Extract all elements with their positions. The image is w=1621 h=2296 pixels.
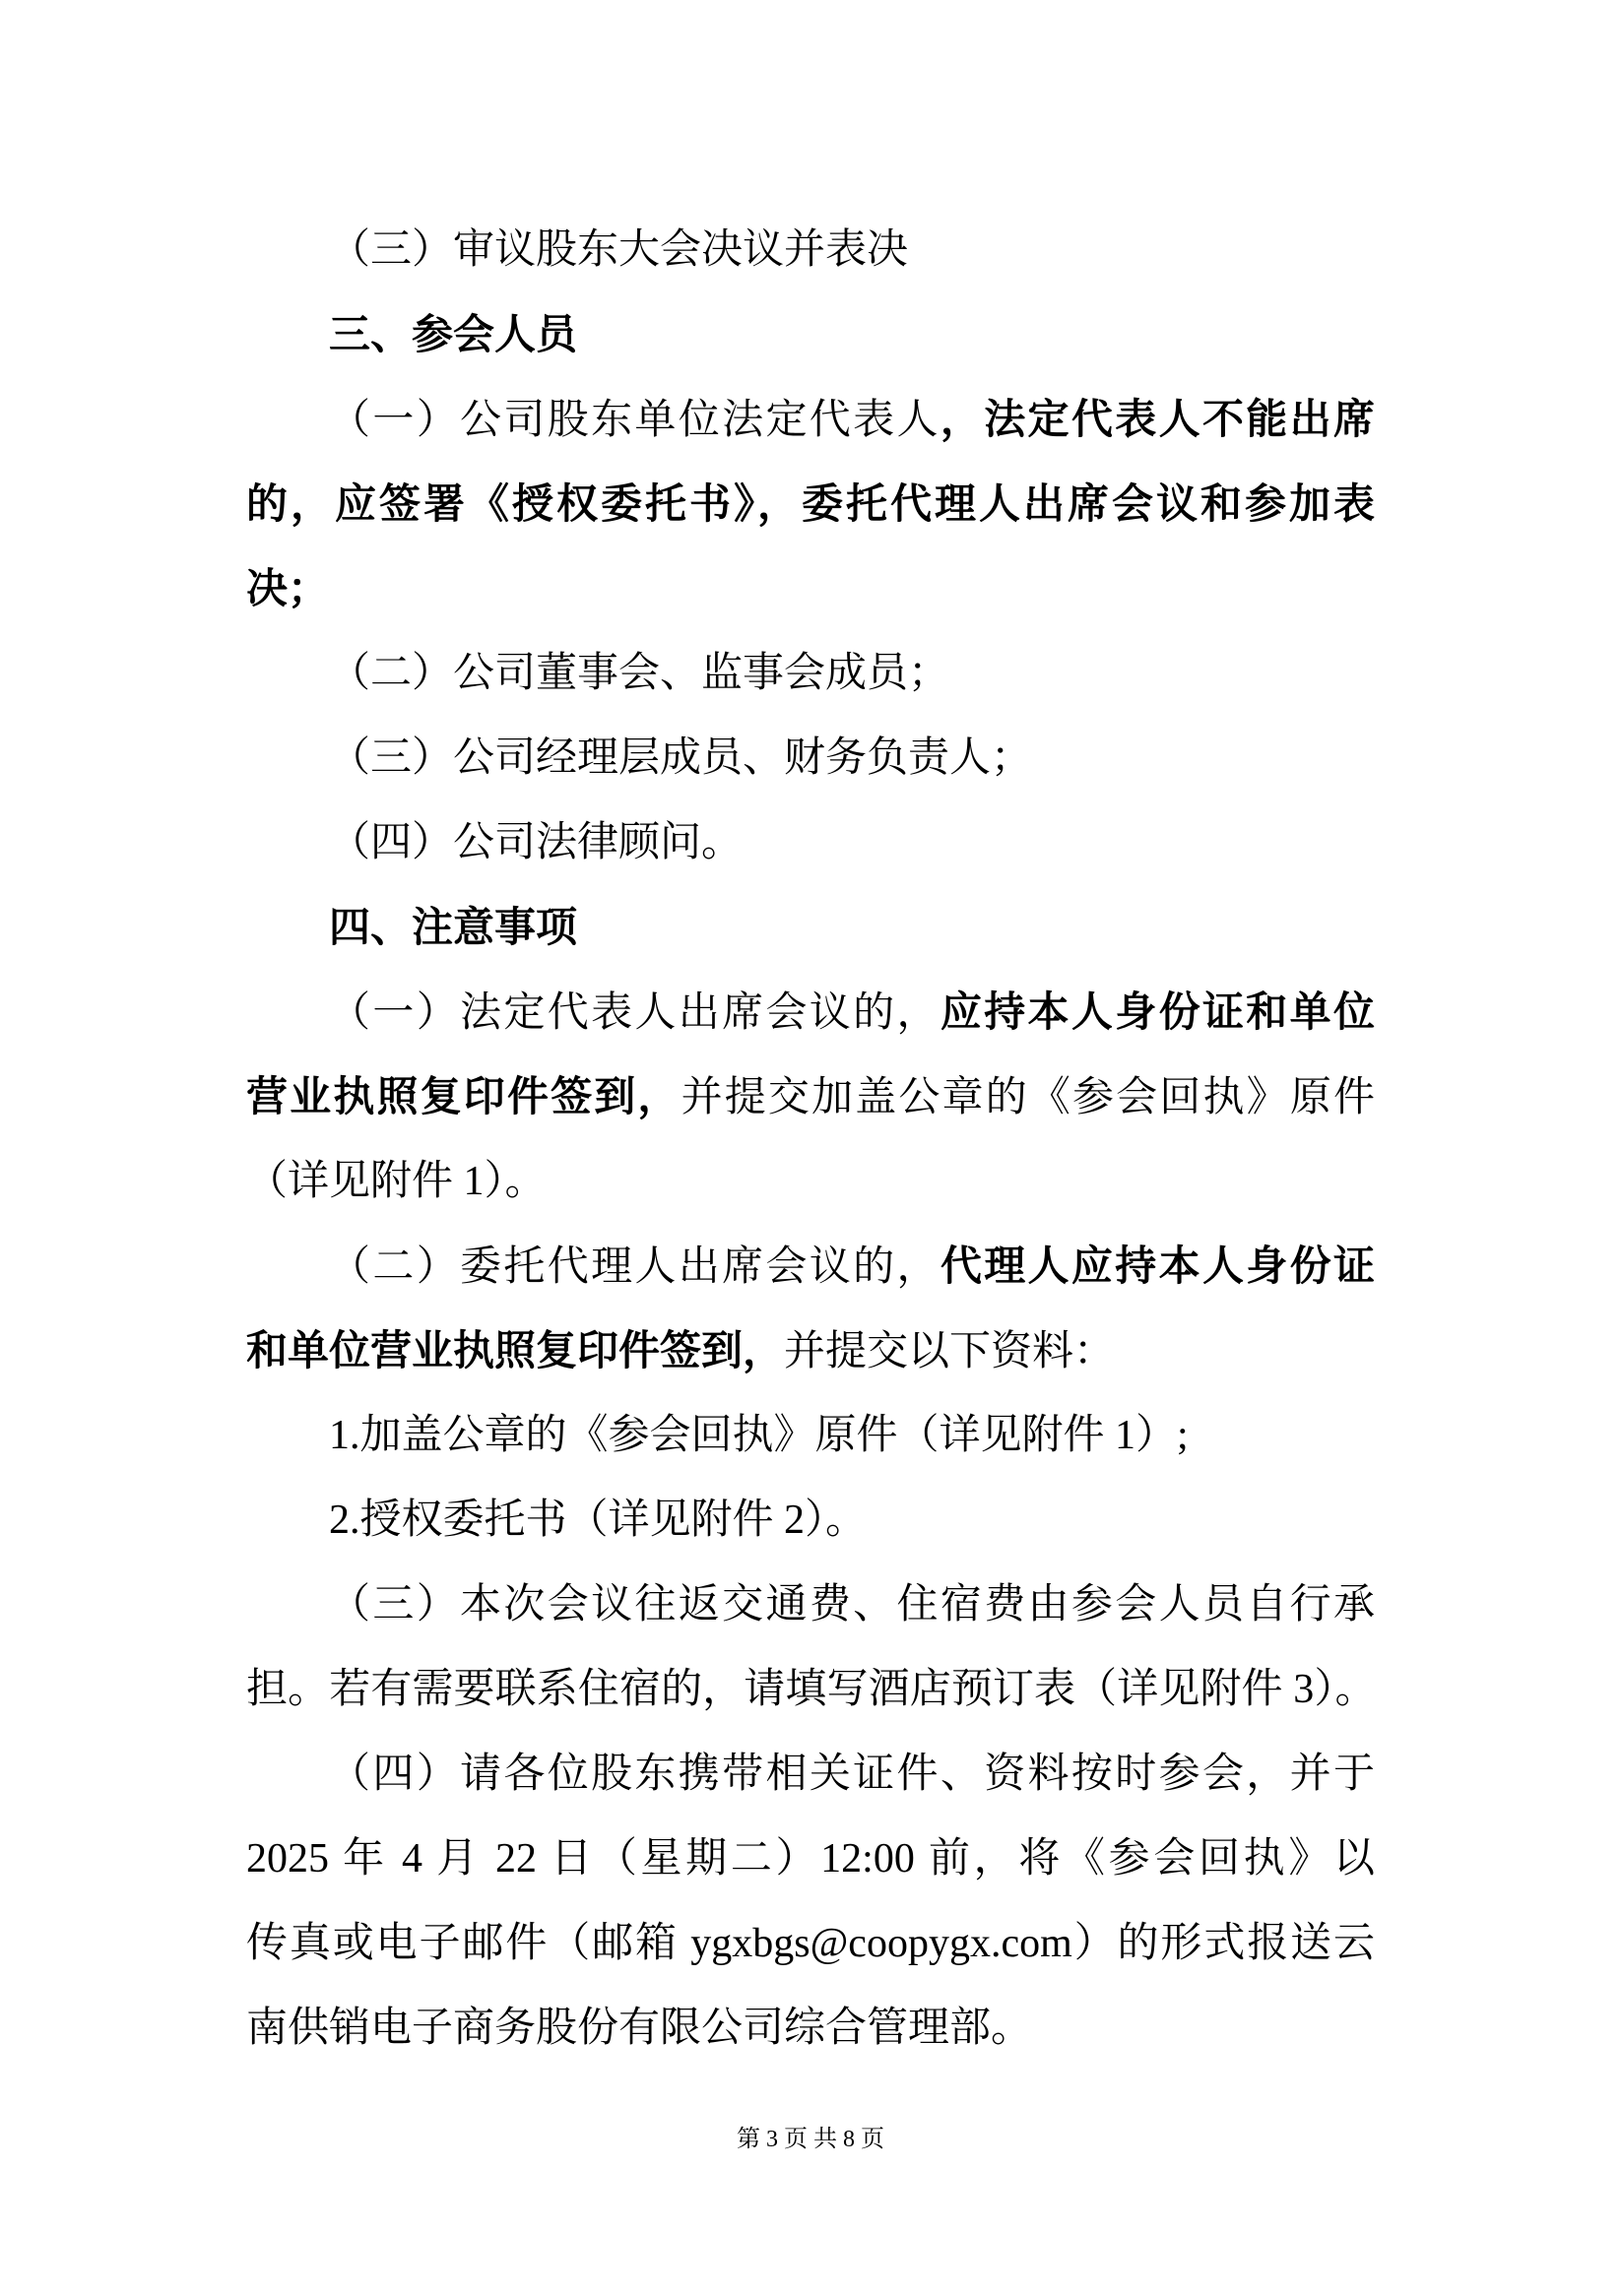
document-line	[246, 1308, 1375, 1393]
document-line	[246, 970, 1375, 1054]
emphasized-text-run: 应持本人身份证和单位	[940, 989, 1375, 1035]
body-text-run: 担。若有需要联系住宿的，请填写酒店预订表（详见附件 3）。	[246, 1667, 1375, 1712]
body-text-run: （二）委托代理人出席会议的，	[329, 1244, 940, 1290]
body-text-run: （三）公司经理层成员、财务负责人；	[329, 735, 1033, 781]
body-text-run: 2025 年 4 月 22 日（星期二）12:00 前，将《参会回执》以	[246, 1836, 1375, 1881]
document-line	[246, 1647, 1375, 1732]
document-line	[246, 1901, 1375, 1986]
document-line	[246, 1986, 1375, 2071]
body-text-run: （二）公司董事会、监事会成员；	[329, 651, 950, 696]
document-line	[246, 292, 1375, 377]
body-text-run: 南供销电子商务股份有限公司综合管理部。	[246, 2006, 1033, 2051]
emphasized-text-run: 和单位营业执照复印件签到，	[246, 1327, 785, 1373]
emphasized-text-run: 三、参会人员	[329, 311, 578, 357]
document-line	[246, 1817, 1375, 1901]
body-text-run: 并提交加盖公章的《参会回执》原件	[681, 1075, 1375, 1120]
emphasized-text-run: 代理人应持本人身份证	[940, 1243, 1375, 1289]
document-line	[246, 800, 1375, 885]
document-line	[246, 1054, 1375, 1139]
document-line	[246, 1732, 1375, 1817]
emphasized-text-run: ，法定代表人不能出席	[940, 396, 1375, 442]
body-text-run: （四）请各位股东携带相关证件、资料按时参会，并于	[329, 1752, 1375, 1797]
body-text-run: 2.授权委托书（详见附件 2）。	[329, 1498, 868, 1543]
emphasized-text-run: 的，应签署《授权委托书》，委托代理人出席会议和参加表	[246, 480, 1375, 527]
document-line	[246, 1224, 1375, 1308]
body-text-run: 1.加盖公章的《参会回执》原件（详见附件 1）;	[329, 1413, 1189, 1458]
body-text-run: （一）公司股东单位法定代表人	[329, 398, 940, 443]
document-body	[246, 208, 1375, 2071]
body-text-run: （三）审议股东大会决议并表决	[329, 227, 909, 273]
body-text-run: （三）本次会议往返交通费、住宿费由参会人员自行承	[329, 1582, 1375, 1627]
document-line	[246, 885, 1375, 970]
document-line	[246, 377, 1375, 462]
document-line	[246, 1393, 1375, 1478]
emphasized-text-run: 决；	[246, 565, 330, 611]
document-line	[246, 1563, 1375, 1647]
body-text-run: （四）公司法律顾问。	[329, 820, 744, 865]
emphasized-text-run: 营业执照复印件签到，	[246, 1073, 681, 1119]
document-line	[246, 1139, 1375, 1224]
body-text-run: （详见附件 1）。	[246, 1159, 547, 1204]
document-line	[246, 208, 1375, 292]
document-line	[246, 631, 1375, 716]
document-line	[246, 1478, 1375, 1563]
page-number: 第 3 页 共 8 页	[737, 2127, 884, 2152]
document-line	[246, 716, 1375, 800]
document-line	[246, 462, 1375, 546]
body-text-run: 并提交以下资料：	[784, 1329, 1116, 1374]
body-text-run: 传真或电子邮件（邮箱 ygxbgs@coopygx.com）的形式报送云	[246, 1921, 1375, 1966]
document-line	[246, 546, 1375, 631]
body-text-run: （一）法定代表人出席会议的，	[329, 990, 940, 1036]
emphasized-text-run: 四、注意事项	[329, 904, 578, 950]
